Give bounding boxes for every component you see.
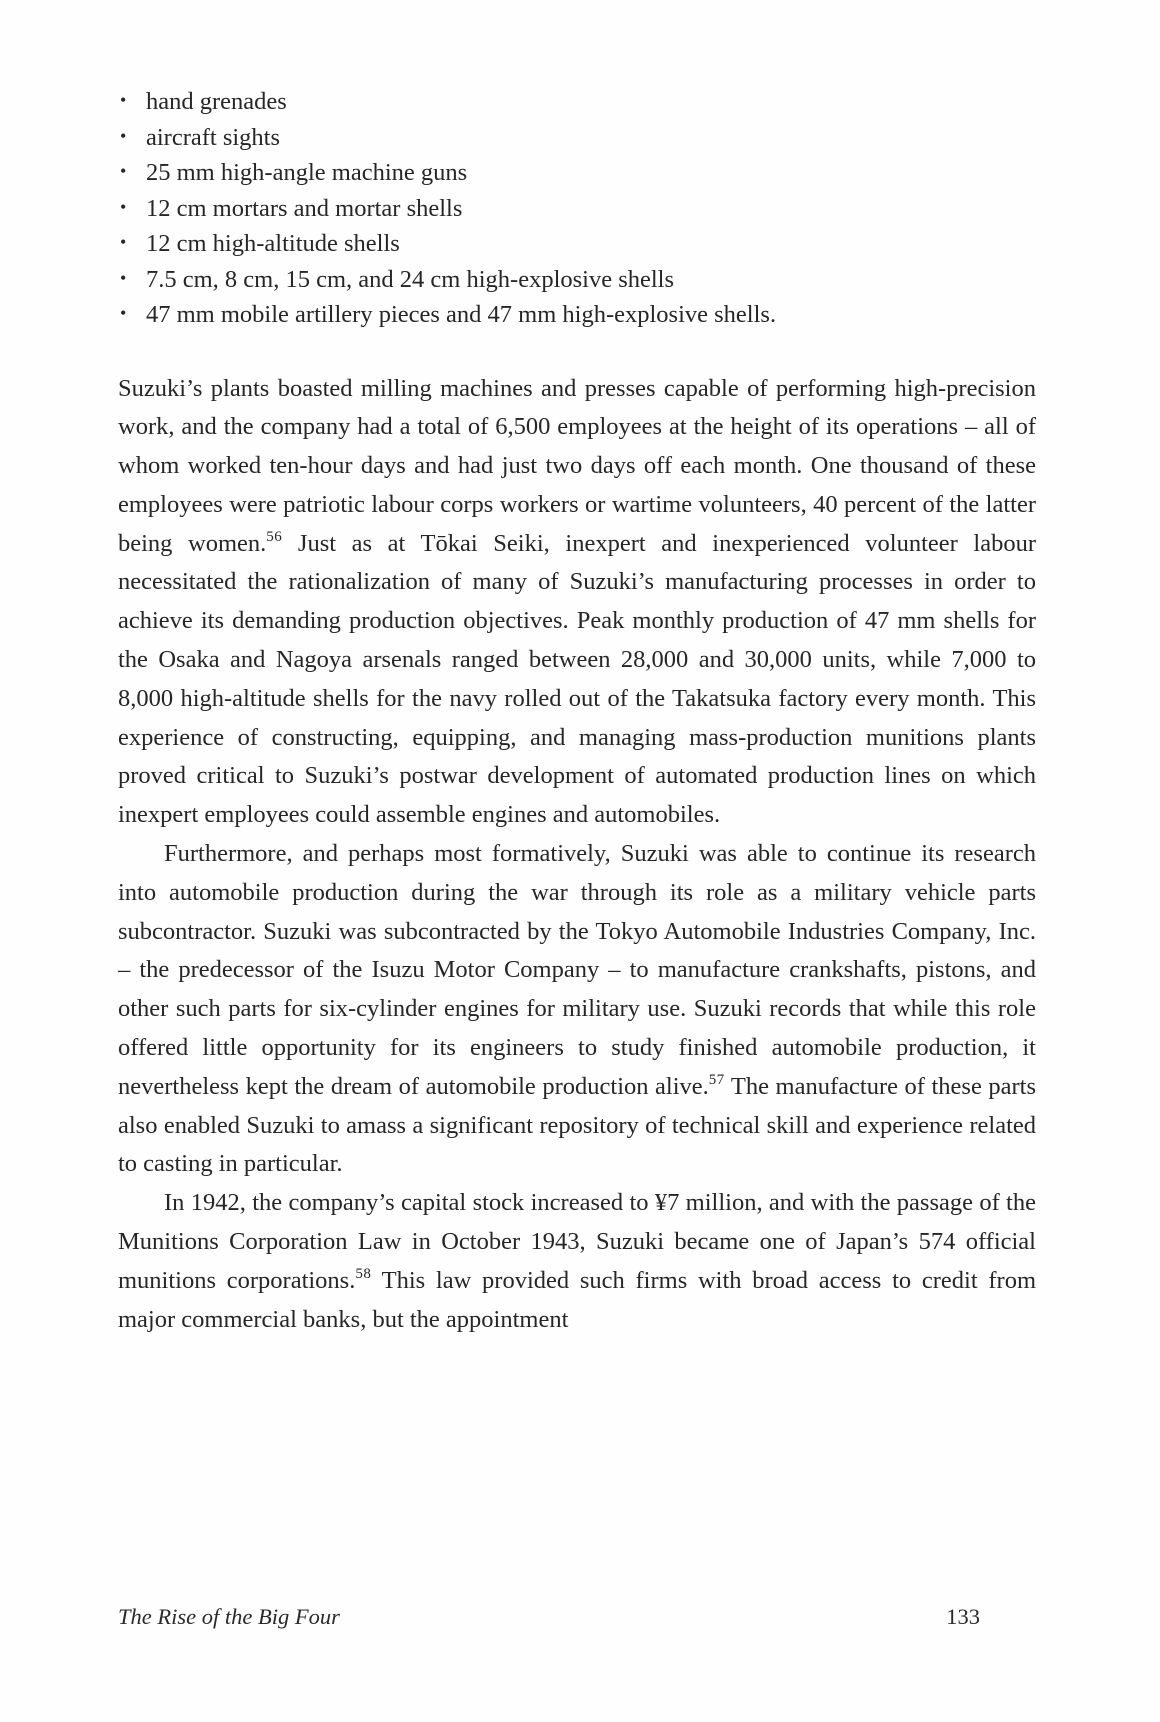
bullet-text: 7.5 cm, 8 cm, 15 cm, and 24 cm high-explosive shells (146, 265, 675, 293)
bullet-marker-icon: • (120, 303, 127, 323)
bullet-item (118, 155, 1036, 191)
bullet-text: 12 cm mortars and mortar shells (146, 194, 463, 222)
bullet-marker-icon: • (120, 232, 127, 252)
bullet-marker-icon: • (120, 161, 127, 181)
paragraph-text: Furthermore, and perhaps most formatively, Suzuki was able to continue its research into automobile production during the war through its role as a military vehicle parts subcontractor. Suzuki was subcontracted by the Tokyo Automobile Industries Company, Inc. – the predecessor of the Isuzu Motor Company – to manufacture crankshafts, pistons, and other such parts for six-cylinder engines for military use. Suzuki records that while this role offered little opportunity for its engineers to study finished automobile production, it nevertheless kept the dream of automobile production alive. (118, 840, 1036, 1100)
text-block (118, 84, 1036, 1339)
bullet-item (118, 297, 1036, 333)
bullet-text: 25 mm high-angle machine guns (146, 159, 468, 186)
bullet-item (118, 262, 1036, 298)
paragraph-text: Just as at Tōkai Seiki, inexpert and inexperienced volunteer labour necessitated the rationalization of many of Suzuki’s manufacturing processes in order to achieve its demanding production objectives. Peak monthly production of 47 mm shells for the Osaka and Nagoya arsenals ranged between 28,000 and 30,000 units, while 7,000 to 8,000 high-altitude shells for the navy rolled out of the Takatsuka factory every month. This experience of constructing, equipping, and managing mass-production munitions plants proved critical to Suzuki’s postwar development of automated production lines on which inexpert employees could assemble engines and automobiles. (118, 529, 1036, 829)
paragraph-text: This law provided such firms with broad access to credit from major commercial banks, but the appointment (118, 1266, 1036, 1333)
paragraph-text: In 1942, the company’s capital stock increased to ¥7 million, and with the passage of the Munitions Corporation Law in October 1943, Suzuki became one of Japan’s 574 official munitions corporations. (118, 1189, 1036, 1294)
running-title: The Rise of the Big Four (118, 1604, 340, 1629)
paragraph-text: Suzuki’s plants boasted milling machines and presses capable of performing high-precision work, and the company had a total of 6,500 employees at the height of its operations – all of whom worked ten-hour days and had just two days off each month. One thousand of these employees were patriotic labour corps workers or wartime volunteers, 40 percent of the latter being women. (118, 374, 1036, 557)
paragraph (118, 835, 1036, 1184)
paragraph (118, 370, 1036, 836)
body-copy (118, 370, 1036, 1340)
bullet-item (118, 226, 1036, 262)
footnote-ref: 58 (355, 1265, 372, 1282)
page-number: 133 (946, 1604, 980, 1629)
paragraph-text: The manufacture of these parts also enabled Suzuki to amass a significant repository of technical skill and experience related to casting in particular. (118, 1072, 1036, 1178)
bullet-marker-icon: • (120, 125, 127, 146)
bullet-item (118, 191, 1036, 227)
bullet-marker-icon: • (120, 196, 127, 217)
bullet-marker-icon: • (120, 267, 127, 288)
paragraph (118, 1184, 1036, 1339)
footer (118, 1604, 980, 1630)
bullet-text: 12 cm high-altitude shells (146, 230, 400, 257)
footnote-ref: 57 (708, 1071, 725, 1088)
footnote-ref: 56 (266, 528, 283, 545)
bullet-item (118, 84, 1036, 120)
bullet-list (118, 84, 1036, 333)
bullet-text: aircraft sights (146, 123, 281, 151)
bullet-text: 47 mm mobile artillery pieces and 47 mm high-explosive shells. (146, 301, 777, 328)
bullet-text: hand grenades (146, 88, 287, 115)
bullet-item (118, 120, 1036, 156)
bullet-marker-icon: • (120, 90, 127, 110)
